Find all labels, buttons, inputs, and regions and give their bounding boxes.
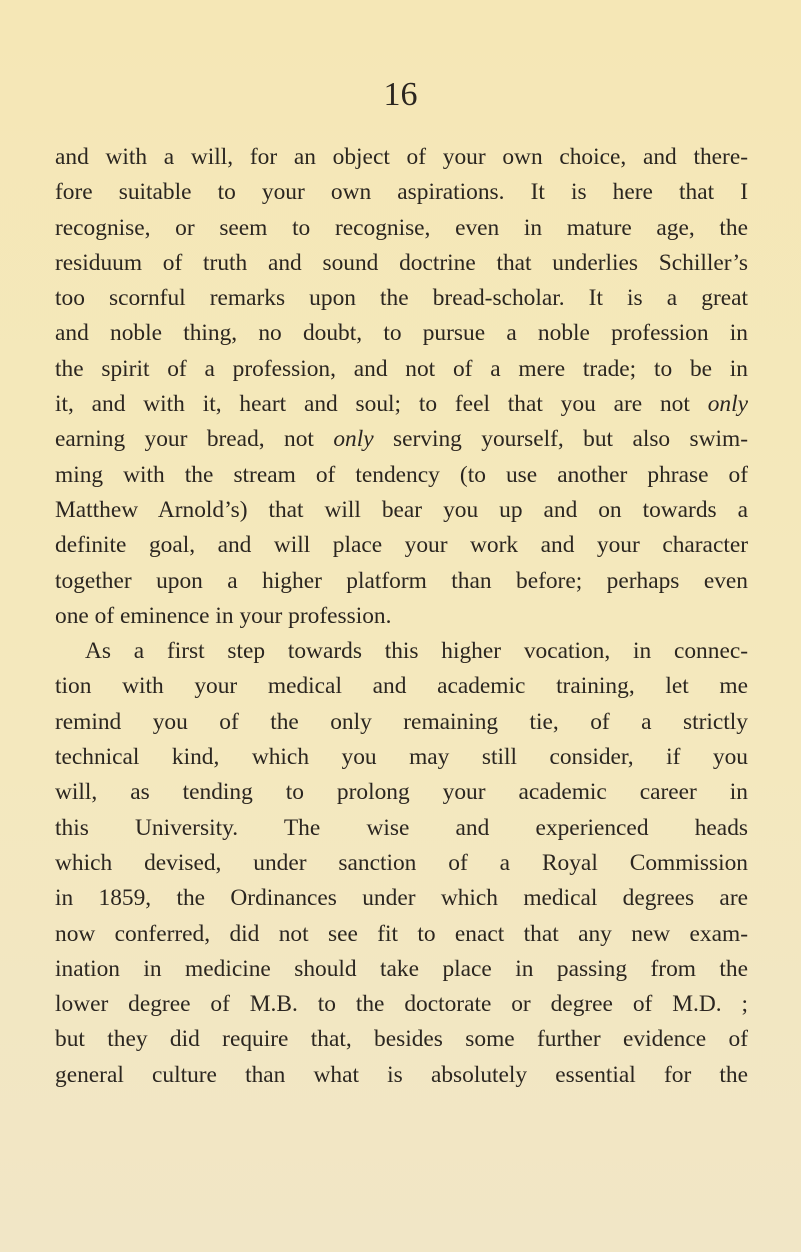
text-line: general culture than what is absolutely essential for the bbox=[55, 1061, 748, 1088]
italic-emphasis: only bbox=[707, 391, 748, 418]
text-run: earning your bread, not bbox=[55, 426, 334, 453]
text-line: tion with your medical and academic training, let me bbox=[55, 673, 748, 700]
paragraph-start-line: As a first step towards this higher vocation, in connec- bbox=[85, 638, 748, 665]
text-line: now conferred, did not see fit to enact that any new exam- bbox=[55, 920, 748, 947]
text-line: ination in medicine should take place in passing from the bbox=[55, 955, 748, 982]
text-line: recognise, or seem to recognise, even in mature age, the bbox=[55, 214, 748, 241]
text-line: fore suitable to your own aspirations. It is here that I bbox=[55, 179, 748, 206]
text-line: this University. The wise and experienced heads bbox=[55, 814, 748, 841]
text-line: one of eminence in your profession. bbox=[55, 602, 392, 629]
text-line: but they did require that, besides some further evidence of bbox=[55, 1026, 748, 1053]
text-line: remind you of the only remaining tie, of a strictly bbox=[55, 708, 748, 735]
text-run: serving yourself, but also swim- bbox=[373, 426, 748, 453]
text-line: the spirit of a profession, and not of a mere trade; to be in bbox=[55, 355, 748, 382]
text-line: in 1859, the Ordinances under which medical degrees are bbox=[55, 885, 748, 912]
text-line: and with a will, for an object of your own choice, and there- bbox=[55, 144, 748, 170]
text-line bbox=[55, 422, 748, 457]
text-line: and noble thing, no doubt, to pursue a noble profession in bbox=[55, 320, 748, 347]
text-line: lower degree of M.B. to the doctorate or degree of M.D. ; bbox=[55, 991, 748, 1018]
text-line bbox=[55, 387, 748, 422]
text-line: residuum of truth and sound doctrine that underlies Schiller’s bbox=[55, 249, 748, 276]
text-line: will, as tending to prolong your academic career in bbox=[55, 779, 748, 806]
text-line: together upon a higher platform than before; perhaps even bbox=[55, 567, 748, 594]
text-line: too scornful remarks upon the bread-scholar. It is a great bbox=[55, 285, 748, 312]
body-text bbox=[55, 140, 748, 1093]
italic-emphasis: only bbox=[333, 426, 374, 453]
page-number: 16 bbox=[383, 76, 418, 113]
text-line: technical kind, which you may still consider, if you bbox=[55, 744, 748, 771]
text-line: which devised, under sanction of a Royal Commission bbox=[55, 849, 748, 876]
text-line: ming with the stream of tendency (to use another phrase of bbox=[55, 461, 748, 488]
text-line: Matthew Arnold’s) that will bear you up and on towards a bbox=[55, 496, 748, 523]
text-line: definite goal, and will place your work and your character bbox=[55, 532, 748, 559]
text-run: it, and with it, heart and soul; to feel that you are not bbox=[55, 391, 708, 418]
